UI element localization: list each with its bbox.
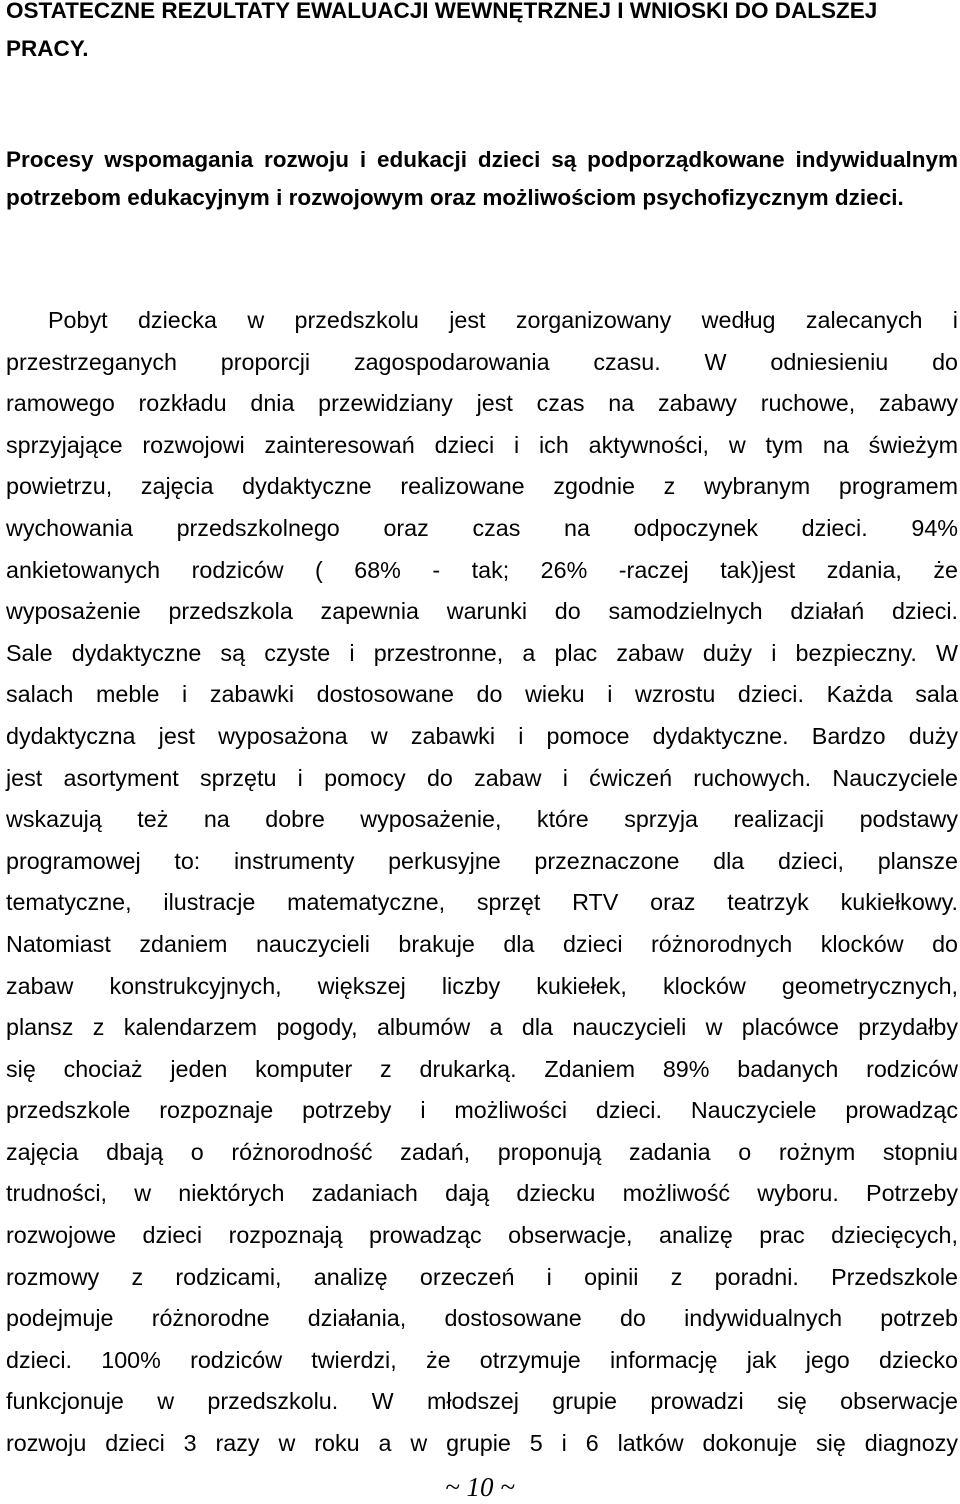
body-line: plansz z kalendarzem pogody, albumów a dla nauczycieli w placówce przydałby	[6, 1014, 958, 1041]
lead-paragraph: Procesy wspomagania rozwoju i edukacji dzieci są podporządkowane indywidualnym potrzebom edukacyjnym i rozwojowym oraz możliwościom psychofizycznym dzieci.	[6, 147, 958, 210]
body-line: tematyczne, ilustracje matematyczne, sprzęt RTV oraz teatrzyk kukiełkowy.	[6, 889, 958, 916]
body-line: podejmuje różnorodne działania, dostosowane do indywidualnych potrzeb	[6, 1305, 958, 1332]
body-line: powietrzu, zajęcia dydaktyczne realizowane zgodnie z wybranym programem	[6, 473, 958, 500]
body-line: jest asortyment sprzętu i pomocy do zabaw i ćwiczeń ruchowych. Nauczyciele	[6, 764, 958, 791]
body-line: ankietowanych rodziców ( 68% - tak; 26% -raczej tak)jest zdania, że	[6, 556, 958, 583]
body-line: Pobyt dziecka w przedszkolu jest zorganizowany według zalecanych i	[48, 307, 958, 333]
body-line: rozmowy z rodzicami, analizę orzeczeń i opinii z poradni. Przedszkole	[6, 1263, 958, 1290]
body-line: zajęcia dbają o różnorodność zadań, proponują zadania o rożnym stopniu	[6, 1138, 958, 1165]
body-paragraph	[6, 300, 958, 1465]
body-line: zabaw konstrukcyjnych, większej liczby kukiełek, klocków geometrycznych,	[6, 972, 958, 999]
body-line: Sale dydaktyczne są czyste i przestronne, a plac zabaw duży i bezpieczny. W	[6, 639, 958, 666]
body-line: dzieci. 100% rodziców twierdzi, że otrzymuje informację jak jego dziecko	[6, 1346, 958, 1373]
body-line: wskazują też na dobre wyposażenie, które sprzyja realizacji podstawy	[6, 806, 958, 833]
body-line: rozwoju dzieci 3 razy w roku a w grupie 5 i 6 latków dokonuje się diagnozy	[6, 1430, 958, 1457]
body-line: dydaktyczna jest wyposażona w zabawki i pomoce dydaktyczne. Bardzo duży	[6, 722, 958, 749]
body-line: funkcjonuje w przedszkolu. W młodszej grupie prowadzi się obserwacje	[6, 1388, 958, 1415]
section-heading: OSTATECZNE REZULTATY EWALUACJI WEWNĘTRZNEJ I WNIOSKI DO DALSZEJ PRACY.	[6, 0, 878, 61]
body-line: ramowego rozkładu dnia przewidziany jest czas na zabawy ruchowe, zabawy	[6, 390, 958, 417]
body-line: wychowania przedszkolnego oraz czas na odpoczynek dzieci. 94%	[6, 514, 958, 541]
body-line: przedszkole rozpoznaje potrzeby i możliwości dzieci. Nauczyciele prowadząc	[6, 1097, 958, 1124]
body-line: salach meble i zabawki dostosowane do wieku i wzrostu dzieci. Każda sala	[6, 681, 958, 708]
body-line: się chociaż jeden komputer z drukarką. Zdaniem 89% badanych rodziców	[6, 1055, 958, 1082]
body-line: programowej to: instrumenty perkusyjne przeznaczone dla dzieci, plansze	[6, 847, 958, 874]
body-line: sprzyjające rozwojowi zainteresowań dzieci i ich aktywności, w tym na świeżym	[6, 431, 958, 458]
body-line: trudności, w niektórych zadaniach dają dziecku możliwość wyboru. Potrzeby	[6, 1180, 958, 1207]
body-line: rozwojowe dzieci rozpoznają prowadząc obserwacje, analizę prac dziecięcych,	[6, 1222, 958, 1249]
body-line: Natomiast zdaniem nauczycieli brakuje dla dzieci różnorodnych klocków do	[6, 930, 958, 957]
body-line: wyposażenie przedszkola zapewnia warunki do samodzielnych działań dzieci.	[6, 598, 958, 625]
body-line: przestrzeganych proporcji zagospodarowania czasu. W odniesieniu do	[6, 348, 958, 375]
page-number: ~ 10 ~	[445, 1472, 515, 1502]
